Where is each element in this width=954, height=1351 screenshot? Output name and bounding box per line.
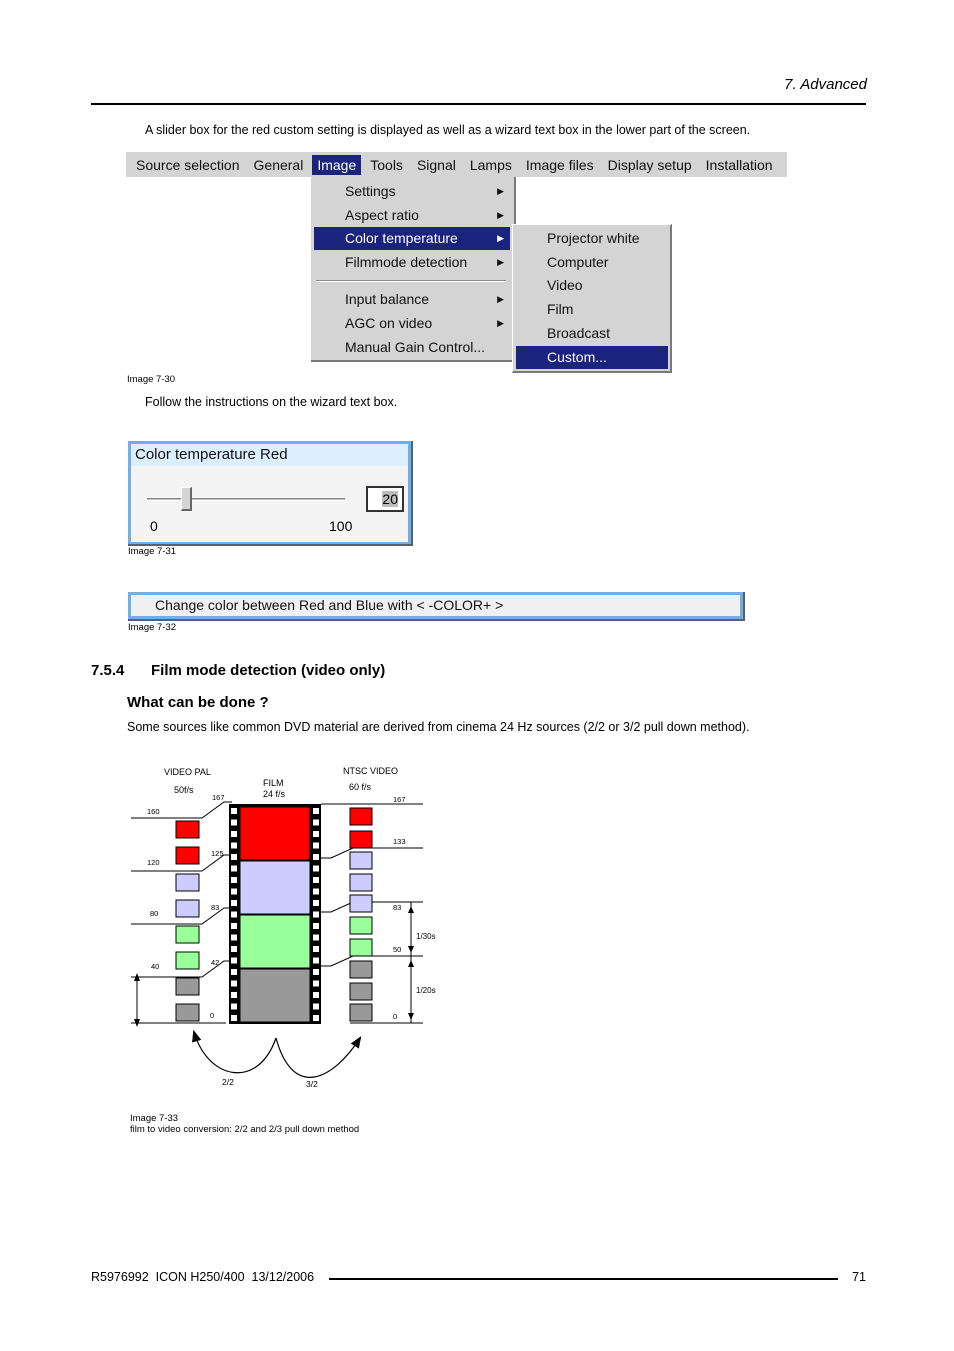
ntsc-frame (350, 939, 372, 956)
follow-text: Follow the instructions on the wizard text box. (145, 395, 398, 409)
film-perforation (231, 808, 237, 814)
pal-right-tick: 167 (212, 793, 225, 802)
film-perforation (231, 866, 237, 872)
pal-left-tick: 40 (151, 962, 160, 971)
menu-general[interactable]: General (253, 156, 304, 173)
submenu-item-color-temperature[interactable]: Color temperature ▶ (314, 227, 510, 250)
film-perforation (231, 843, 237, 849)
pal-rate: 50f/s (174, 785, 194, 795)
film-perforation (313, 969, 319, 975)
film-perforation (231, 889, 237, 895)
film-perforation (231, 831, 237, 837)
film-rate: 24 f/s (263, 789, 286, 799)
film-perforation (231, 1015, 237, 1021)
pulldown-diagram (128, 760, 448, 1095)
pal-right-tick: 125 (211, 849, 224, 858)
film-perforation (313, 981, 319, 987)
submenu-item-film[interactable]: Film (547, 301, 574, 317)
slider-dialog (128, 441, 413, 546)
film-perforation (313, 912, 319, 918)
film-perforation (231, 820, 237, 826)
submenu-item-projector-white[interactable]: Projector white (547, 230, 640, 246)
caption-image-7-30: Image 7-30 (127, 374, 176, 385)
page-number: 71 (852, 1270, 866, 1284)
film-perforation (313, 1015, 319, 1021)
wizard-text: Change color between Red and Blue with < -COLOR+ > (131, 595, 740, 616)
film-perforation (313, 808, 319, 814)
ntsc-frames (350, 808, 372, 1021)
submenu-item-input-balance[interactable]: Input balance ▶ (314, 288, 510, 311)
film-perforation (231, 1004, 237, 1010)
film-perforation (313, 831, 319, 837)
menu-bar (126, 152, 787, 177)
pal-frame (176, 1004, 199, 1021)
chevron-right-icon: ▶ (497, 318, 504, 328)
pal-left-tick: 120 (147, 858, 160, 867)
subsection-title: What can be done ? (127, 694, 269, 711)
ntsc-frame (350, 983, 372, 1000)
arrow-down-icon (408, 1013, 414, 1020)
film-perforation (231, 912, 237, 918)
image-submenu (311, 177, 516, 362)
chevron-right-icon: ▶ (497, 233, 504, 243)
pulldown-arrow-22 (194, 1032, 276, 1073)
film-perforation (231, 923, 237, 929)
submenu-item-computer[interactable]: Computer (547, 254, 609, 270)
intro-text: A slider box for the red custom setting is displayed as well as a wizard text box in the lower part of the screen. (145, 123, 751, 137)
interval-label-30: 1/30s (416, 932, 436, 941)
submenu-item-aspect-ratio[interactable]: Aspect ratio ▶ (314, 204, 510, 227)
film-perforation (313, 866, 319, 872)
film-perforation (313, 900, 319, 906)
submenu-item-agc-on-video[interactable]: AGC on video ▶ (314, 312, 510, 335)
film-perforation (231, 900, 237, 906)
arrow-down-icon (408, 946, 414, 953)
film-perforation (313, 854, 319, 860)
caption-image-7-32: Image 7-32 (128, 622, 177, 633)
submenu-item-video[interactable]: Video (547, 277, 583, 293)
chevron-right-icon: ▶ (497, 294, 504, 304)
section-title: Film mode detection (video only) (151, 662, 386, 679)
slider-body (131, 466, 408, 542)
ntsc-rate: 60 f/s (349, 782, 372, 792)
slider-title: Color temperature Red (131, 444, 408, 466)
ntsc-label: NTSC VIDEO (343, 766, 399, 776)
pal-left-tick: 160 (147, 807, 160, 816)
ntsc-frame (350, 895, 372, 912)
color-temperature-submenu (512, 224, 672, 373)
chevron-right-icon: ▶ (497, 186, 504, 196)
film-frame (240, 861, 310, 914)
menu-tools[interactable]: Tools (370, 156, 403, 173)
menu-lamps[interactable]: Lamps (469, 156, 512, 173)
pal-frame (176, 847, 199, 864)
pal-frame (176, 978, 199, 995)
header-rule (91, 103, 866, 105)
section-number: 7.5.4 (91, 662, 125, 679)
slider-value-field[interactable]: 20 (366, 486, 404, 512)
film-perforation (313, 935, 319, 941)
pulldown-label-32: 3/2 (306, 1079, 318, 1089)
pulldown-label-22: 2/2 (222, 1077, 234, 1087)
pal-frame (176, 926, 199, 943)
pal-right-tick: 42 (211, 958, 220, 967)
film-perforation (231, 854, 237, 860)
ntsc-frame (350, 1004, 372, 1021)
pulldown-arrow-32 (276, 1038, 360, 1077)
caption-image-7-33: Image 7-33 (130, 1113, 179, 1124)
pal-right-tick: 0 (210, 1011, 215, 1020)
submenu-item-custom[interactable]: Custom... (516, 346, 668, 369)
film-perforation (313, 958, 319, 964)
arrow-up-icon (408, 960, 414, 967)
ntsc-frame (350, 874, 372, 891)
pal-frame (176, 952, 199, 969)
menu-source-selection[interactable]: Source selection (136, 156, 240, 173)
pal-right-tick: 83 (211, 903, 220, 912)
ntsc-tick: 50 (393, 945, 402, 954)
pal-frame (176, 874, 199, 891)
film-perforation (313, 1004, 319, 1010)
chevron-right-icon: ▶ (497, 210, 504, 220)
film-perforation (231, 981, 237, 987)
ntsc-frame (350, 808, 372, 825)
pal-frame (176, 821, 199, 838)
menu-installation[interactable]: Installation (705, 156, 773, 173)
submenu-item-broadcast[interactable]: Broadcast (547, 325, 611, 341)
caption-image-7-33-description: film to video conversion: 2/2 and 2/3 pull down method (130, 1124, 360, 1135)
ntsc-tick: 167 (393, 795, 406, 804)
ntsc-tick: 133 (393, 837, 406, 846)
film-strip (229, 804, 321, 1024)
wizard-text-box (128, 592, 745, 621)
submenu-item-filmmode-detection[interactable]: Filmmode detection ▶ (314, 251, 510, 274)
slider-thumb[interactable] (181, 487, 192, 511)
film-perforation (231, 969, 237, 975)
slider-track[interactable] (147, 498, 345, 501)
film-perforation (313, 877, 319, 883)
footer-rule (329, 1278, 838, 1280)
film-perforation (313, 946, 319, 952)
menu-signal[interactable]: Signal (416, 156, 456, 173)
film-perforation (313, 992, 319, 998)
film-perforation (231, 877, 237, 883)
pal-frames (176, 821, 199, 1021)
footer-doc-info: R5976992 ICON H250/400 13/12/2006 (91, 1270, 315, 1284)
menu-image-files[interactable]: Image files (525, 156, 594, 173)
ntsc-tick: 0 (393, 1012, 398, 1021)
film-perforation (231, 958, 237, 964)
ntsc-frame (350, 961, 372, 978)
film-perforation (231, 946, 237, 952)
slider-min-label: 0 (150, 518, 158, 534)
film-perforation (313, 843, 319, 849)
film-perforation (313, 889, 319, 895)
submenu-item-settings[interactable]: Settings ▶ (314, 180, 510, 203)
chapter-header: 7. Advanced (784, 76, 867, 93)
film-frame (240, 969, 310, 1022)
film-perforation (231, 992, 237, 998)
ntsc-frame (350, 852, 372, 869)
chevron-right-icon: ▶ (497, 257, 504, 267)
film-label: FILM (263, 778, 284, 788)
arrow-up-icon (408, 906, 414, 913)
film-perforation (231, 935, 237, 941)
ntsc-frame (350, 831, 372, 848)
pal-frame (176, 900, 199, 917)
menu-display-setup[interactable]: Display setup (607, 156, 692, 173)
slider-max-label: 100 (329, 518, 353, 534)
film-perforation (313, 820, 319, 826)
menu-image[interactable]: Image (312, 155, 361, 175)
film-frame (240, 807, 310, 860)
caption-image-7-31: Image 7-31 (128, 546, 177, 557)
section-text: Some sources like common DVD material are derived from cinema 24 Hz sources (2/2 or 3/2 pull down method). (127, 720, 750, 734)
interval-label-20: 1/20s (416, 986, 436, 995)
ntsc-frame (350, 917, 372, 934)
film-frame (240, 915, 310, 968)
film-perforation (313, 923, 319, 929)
ntsc-tick: 83 (393, 903, 402, 912)
submenu-item-manual-gain-control[interactable]: Manual Gain Control... (345, 339, 486, 355)
pal-label: VIDEO PAL (164, 767, 211, 777)
menu-separator (316, 280, 506, 282)
pal-left-tick: 80 (150, 909, 159, 918)
